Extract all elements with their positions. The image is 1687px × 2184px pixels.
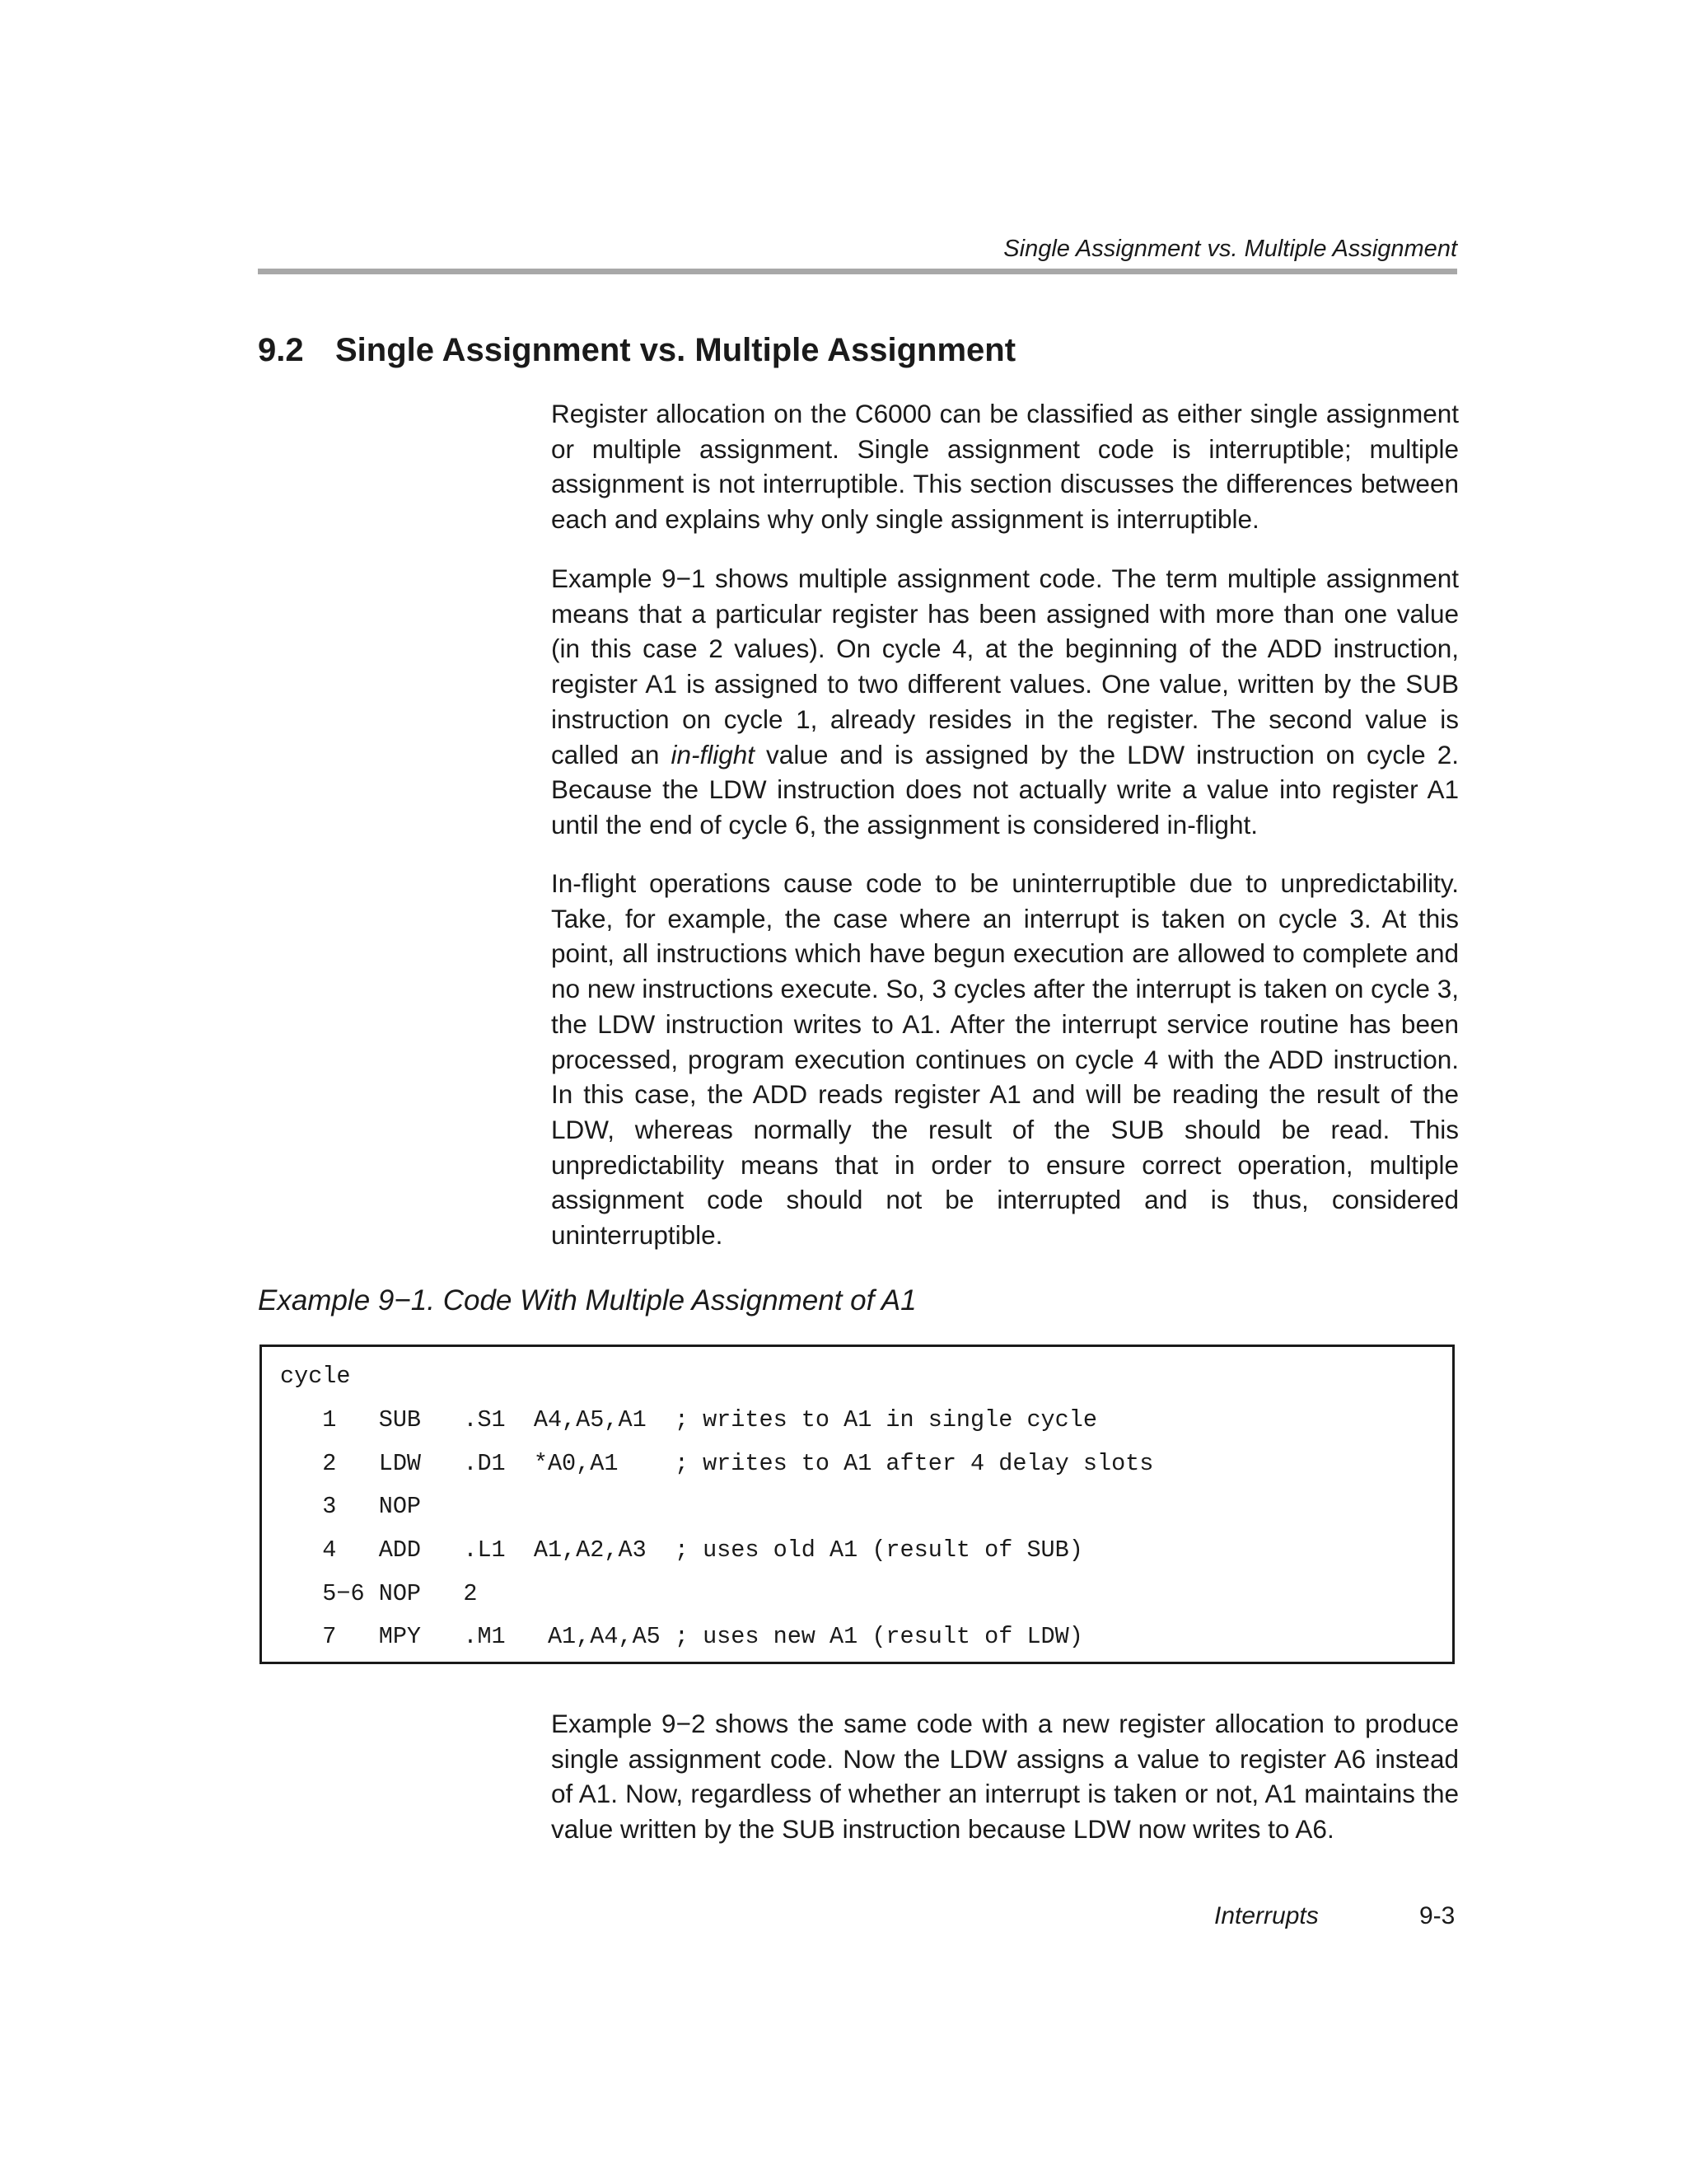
page-number: 9-3: [1419, 1902, 1456, 1929]
code-line: 5−6 NOP 2: [280, 1580, 478, 1607]
code-line: 3 NOP: [280, 1493, 422, 1520]
code-example-box: [259, 1345, 1455, 1664]
paragraph-register-allocation: Register allocation on the C6000 can be classified as either single assignment or multiple assignment. Single assignment code is interruptible; multiple assignment is not interruptible. This section discusses the differences between each and explains why only single assignment is interruptible.: [551, 399, 1459, 535]
code-line: 4 ADD .L1 A1,A2,A3 ; uses old A1 (result of SUB): [280, 1536, 1083, 1564]
section-number: 9.2: [258, 332, 304, 368]
section-title: Single Assignment vs. Multiple Assignment: [335, 332, 1016, 368]
paragraph-text: Example 9−1 shows multiple assignment code. The term multiple assignment means that a particular register has been assigned with more than one value (in this case 2 values). On cycle 4, at the beginning of the ADD instruction, register A1 is assigned to two different values. One value, written by the SUB instruction on cycle 1, already resides in the register. The second value is called an: [551, 564, 1459, 769]
code-line: cycle: [280, 1363, 351, 1390]
running-header: Single Assignment vs. Multiple Assignment: [1003, 236, 1457, 262]
emphasis-in-flight: in-flight: [671, 739, 755, 769]
header-rule: [258, 269, 1457, 274]
code-line: 2 LDW .D1 *A0,A1 ; writes to A1 after 4 delay slots: [280, 1450, 1154, 1477]
section-heading: [258, 332, 1016, 369]
paragraph-multiple-assignment: [551, 561, 1459, 843]
paragraph-text: value and is assigned by the LDW instruction on cycle 2. Because the LDW instruction does not actually write a value into register A1 until the end of cycle 6, the assignment is considered in-flight.: [551, 739, 1459, 839]
code-line: 7 MPY .M1 A1,A4,A5 ; uses new A1 (result of LDW): [280, 1623, 1083, 1650]
paragraph-in-flight-operations: In-flight operations cause code to be uninterruptible due to unpredictability. Take, for example, the case where an interrupt is taken on cycle 3. At this point, all instructions which have begun execution are allowed to complete and no new instructions execute. So, 3 cycles after the interrupt is taken on cycle 3, the LDW instruction writes to A1. After the interrupt service routine has been processed, program execution continues on cycle 4 with the ADD instruction. In this case, the ADD reads register A1 and will be reading the result of the LDW, whereas normally the result of the SUB should be read. This unpredictability means that in order to ensure correct operation, multiple assignment code should not be interrupted and is thus, considered uninterruptible.: [551, 868, 1459, 1251]
footer-chapter-title: Interrupts: [1214, 1902, 1319, 1929]
code-line: 1 SUB .S1 A4,A5,A1 ; writes to A1 in single cycle: [280, 1406, 1097, 1433]
paragraph-single-assignment-example: Example 9−2 shows the same code with a new register allocation to produce single assignment code. Now the LDW assigns a value to register A6 instead of A1. Now, regardless of whether an interrupt is taken or not, A1 maintains the value written by the SUB instruction because LDW now writes to A6.: [551, 1709, 1459, 1845]
example-caption: Example 9−1. Code With Multiple Assignment of A1: [258, 1284, 917, 1316]
